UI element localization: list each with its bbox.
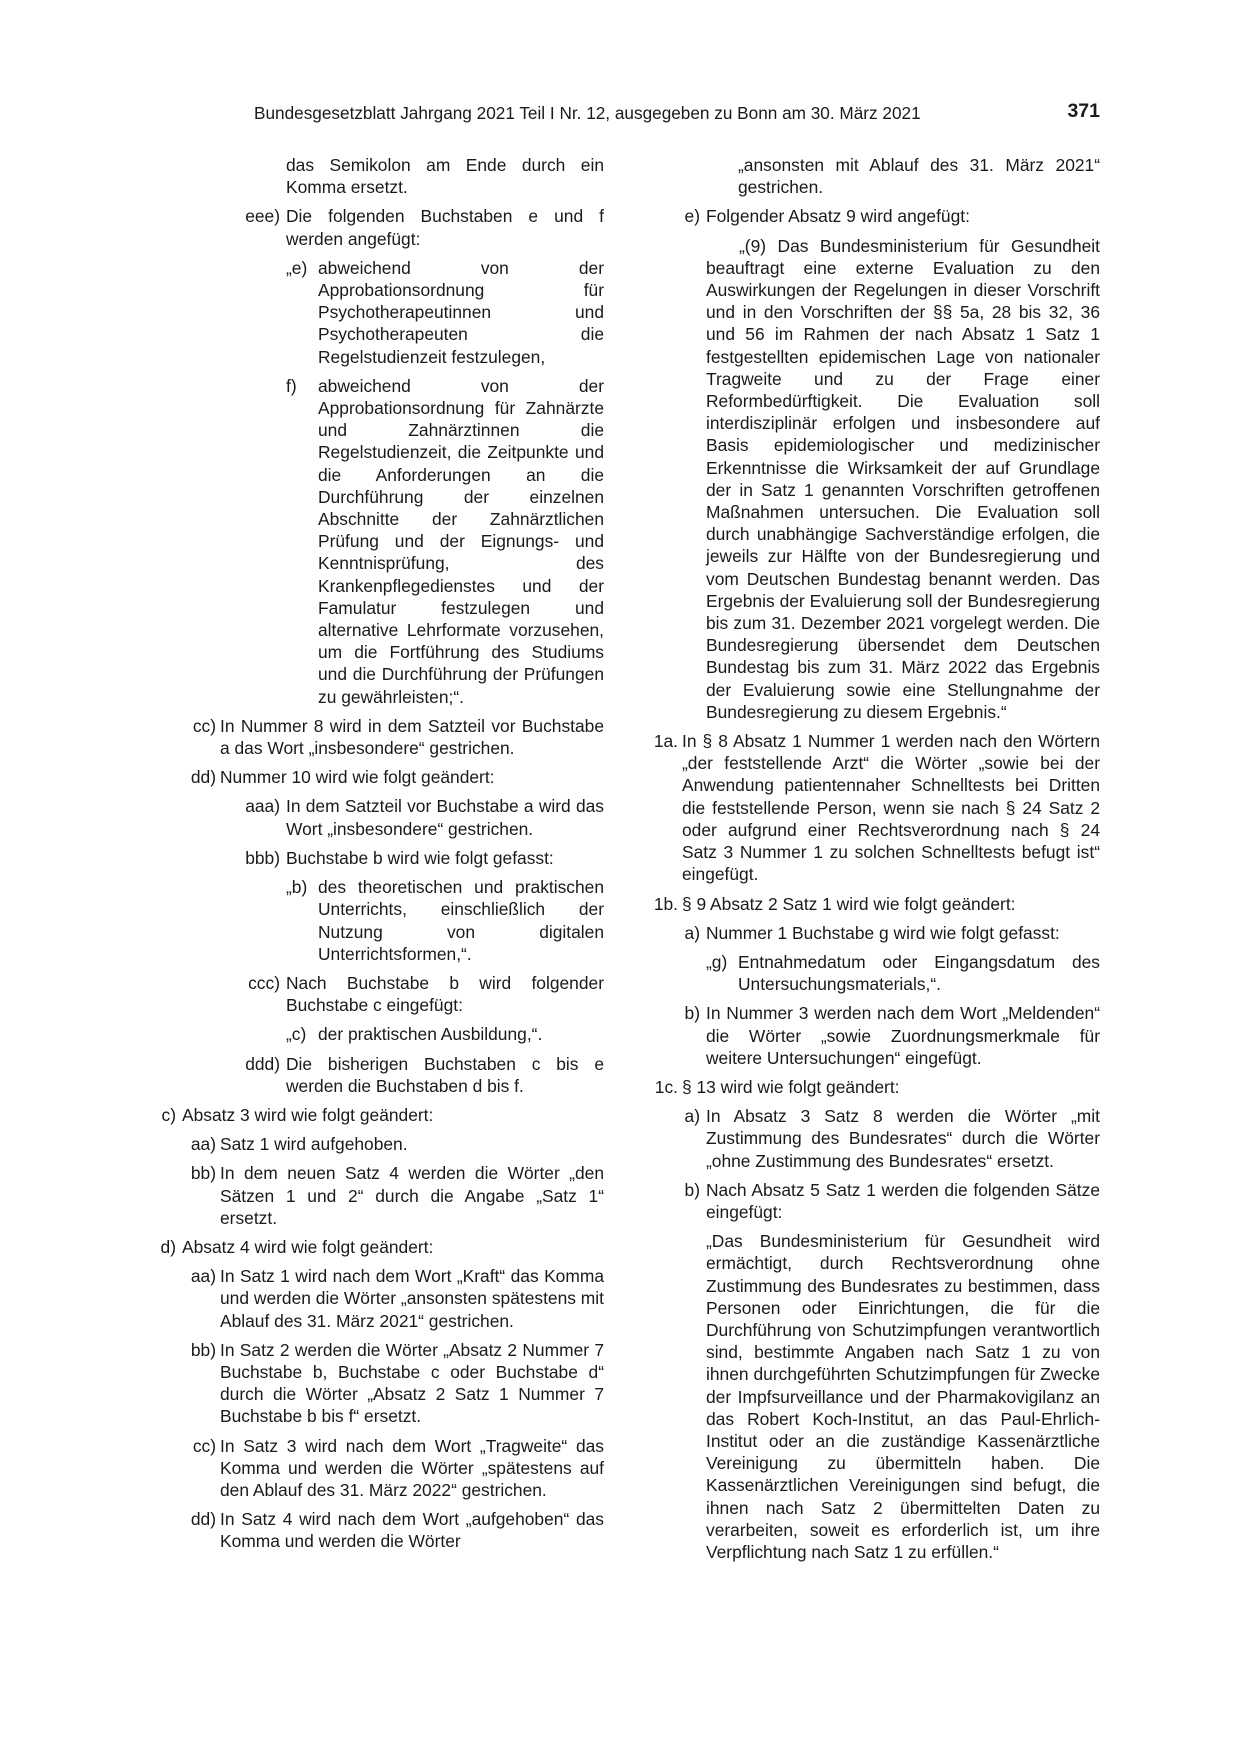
item-label: „b) bbox=[286, 877, 308, 898]
item-text: des theoretischen und praktischen Unterrichts, einschließlich der Nutzung von digitalen Unterrichtsformen,“. bbox=[318, 877, 604, 964]
item-label: bb) bbox=[190, 1163, 216, 1184]
item-label: aa) bbox=[190, 1266, 216, 1287]
item-text: Nach Buchstabe b wird folgender Buchstabe c eingefügt: bbox=[286, 972, 604, 1016]
item-text: Nach Absatz 5 Satz 1 werden die folgenden Sätze eingefügt: bbox=[706, 1179, 1100, 1222]
list-item-d-cc bbox=[144, 1435, 604, 1502]
list-item-1c-b bbox=[640, 1179, 1100, 1223]
item-label: „g) bbox=[706, 951, 728, 972]
item-label: 1b. bbox=[653, 893, 678, 914]
item-text: Die folgenden Buchstaben e und f werden angefügt: bbox=[286, 206, 604, 249]
item-text: In Satz 3 wird nach dem Wort „Tragweite“ das Komma und werden die Wörter „spätestens auf den Ablauf des 31. März 2022“ gestrichen. bbox=[220, 1435, 604, 1500]
continuation-text: „ansonsten mit Ablauf des 31. März 2021“ gestrichen. bbox=[738, 155, 1100, 198]
item-label: bbb) bbox=[245, 847, 280, 868]
item-text: Die bisherigen Buchstaben c bis e werden die Buchstaben d bis f. bbox=[286, 1053, 604, 1096]
item-text: In Satz 2 werden die Wörter „Absatz 2 Nummer 7 Buchstabe b, Buchstabe c oder Buchstabe d“ durch die Wörter „Absatz 2 Satz 1 Nummer 7 Buchstabe b bis f“ ersetzt. bbox=[220, 1339, 604, 1427]
item-text: abweichend von der Approbationsordnung für Psychotherapeutinnen und Psychotherapeuten die Regelstudienzeit festzulegen, bbox=[318, 257, 604, 367]
item-label: 1a. bbox=[653, 731, 678, 752]
list-item-eee bbox=[144, 205, 604, 249]
list-item-d-bb bbox=[144, 1339, 604, 1428]
item-label: b) bbox=[684, 1003, 700, 1024]
list-item-1b-a bbox=[640, 922, 1100, 944]
item-text: Nummer 1 Buchstabe g wird wie folgt gefasst: bbox=[706, 922, 1060, 943]
item-label: b) bbox=[684, 1179, 700, 1200]
list-item-new-g bbox=[640, 951, 1100, 995]
item-label: ccc) bbox=[248, 972, 280, 993]
absatz-9-text: „(9) Das Bundesministerium für Gesundheit beauftragt eine externe Evaluation zu den Auswirkungen der Regelungen in dieser Vorschrift und in den Vorschriften der §§ 5a, 28 bis 32, 36 und 56 im Rahmen der nach Absatz 1 Satz 1 festgestellten epidemischen Lage von nationaler Tragweite und zu der Frage einer Reformbedürftigkeit. Die Evaluation soll interdisziplinär erfolgen und insbesondere auf Basis epidemiologischer und medizinischer Erkenntnisse die Wirksamkeit der auf Grundlage der in Satz 1 genannten Vorschriften getroffenen Maßnahmen untersuchen. Die Evaluation soll durch unabhängige Sachverständige erfolgen, die jeweils zur Hälfte von der Bundesregierung und vom Deutschen Bundestag benannt werden. Das Ergebnis der Evaluierung soll der Bundesregierung bis zum 31. Dezember 2021 vorgelegt werden. Die Bundesregierung übersendet dem Deutschen Bundestag bis zum 31. März 2022 das Ergebnis der Evaluierung sowie eine Stellungnahme der Bundesregierung zu diesem Ergebnis.“ bbox=[706, 235, 1100, 722]
item-text: § 9 Absatz 2 Satz 1 wird wie folgt geändert: bbox=[682, 893, 1016, 914]
list-item-1b-b bbox=[640, 1002, 1100, 1069]
item-label: cc) bbox=[192, 715, 216, 736]
item-label: bb) bbox=[190, 1339, 216, 1360]
item-label: ddd) bbox=[245, 1053, 280, 1074]
item-text: § 13 wird wie folgt geändert: bbox=[682, 1076, 900, 1097]
list-item-ddd bbox=[144, 1053, 604, 1097]
list-item-c-bb bbox=[144, 1162, 604, 1229]
list-item-new-b bbox=[144, 876, 604, 965]
list-item-new-c bbox=[144, 1023, 604, 1045]
list-item-1c bbox=[640, 1076, 1100, 1098]
item-text: Satz 1 wird aufgehoben. bbox=[220, 1134, 408, 1155]
list-item-1a bbox=[640, 730, 1100, 885]
list-item-aaa bbox=[144, 795, 604, 839]
item-text: In Nummer 3 werden nach dem Wort „Meldenden“ die Wörter „sowie Zuordnungsmerkmale für weitere Untersuchungen“ eingefügt. bbox=[706, 1003, 1100, 1068]
item-text: In Nummer 8 wird in dem Satzteil vor Buchstabe a das Wort „insbesondere“ gestrichen. bbox=[220, 715, 604, 759]
list-item-d bbox=[144, 1236, 604, 1258]
list-item-dd bbox=[144, 766, 604, 788]
list-item-1b bbox=[640, 893, 1100, 915]
item-label: c) bbox=[161, 1104, 176, 1125]
gazette-title: Bundesgesetzblatt Jahrgang 2021 Teil I Nr. 12, ausgegeben zu Bonn am 30. März 2021 bbox=[254, 103, 921, 123]
item-label: 1c. bbox=[654, 1076, 678, 1097]
inserted-sentences-quote: „Das Bundesministerium für Gesundheit wird ermächtigt, durch Rechtsverordnung ohne Zustimmung des Bundesrates zu bestimmen, dass Personen oder Einrichtungen, die für die Durchführung von Schutzimpfungen verantwortlich sind, bestimmte Angaben nach Satz 1 zu von ihnen durchgeführten Schutzimpfungen für Zwecke der Impfsurveillance und der Pharmakovigilanz an das Robert Koch-Institut, an das Paul-Ehrlich-Institut oder an die zuständige Kassenärztliche Vereinigung zu übermitteln haben. Die Kassenärztlichen Vereinigungen sind befugt, die ihnen nach Satz 2 übermittelten Daten zu verarbeiten, soweit es erforderlich ist, um ihre Verpflichtung nach Satz 1 zu erfüllen.“ bbox=[706, 1231, 1100, 1562]
item-label: a) bbox=[684, 1106, 700, 1127]
item-label: dd) bbox=[190, 767, 216, 788]
item-text: Entnahmedatum oder Eingangsdatum des Untersuchungsmaterials,“. bbox=[738, 951, 1100, 995]
item-label: aaa) bbox=[245, 796, 280, 817]
item-text: In dem neuen Satz 4 werden die Wörter „den Sätzen 1 und 2“ durch die Angabe „Satz 1“ ersetzt. bbox=[220, 1163, 604, 1228]
item-label: aa) bbox=[190, 1134, 216, 1155]
item-text: In Satz 4 wird nach dem Wort „aufgehoben“ das Komma und werden die Wörter bbox=[220, 1509, 604, 1552]
item-text: Absatz 3 wird wie folgt geändert: bbox=[182, 1104, 434, 1125]
page-number: 371 bbox=[1067, 100, 1100, 122]
list-item-d-aa bbox=[144, 1265, 604, 1332]
item-text: abweichend von der Approbationsordnung für Zahnärzte und Zahnärztinnen die Regelstudienzeit, die Zeitpunkte und die Anforderungen an die Durchführung der einzelnen Abschnitte der Zahnärztlichen Prüfung und der Eignungs- und Kenntnisprüfung, des Krankenpflegedienstes und der Famulatur festzulegen und alternative Lehrformate vorzusehen, um die Fortführung des Studiums und die Durchführung der Prüfungen zu gewährleisten;“. bbox=[318, 375, 604, 707]
item-text: Nummer 10 wird wie folgt geändert: bbox=[220, 767, 495, 788]
item-label: „e) bbox=[286, 257, 308, 278]
page-header bbox=[254, 100, 1100, 130]
list-item-e bbox=[640, 205, 1100, 227]
item-label: eee) bbox=[245, 206, 280, 227]
item-text: In Satz 1 wird nach dem Wort „Kraft“ das Komma und werden die Wörter „ansonsten spätestens mit Ablauf des 31. März 2021“ gestrichen. bbox=[220, 1266, 604, 1331]
item-label: „c) bbox=[286, 1024, 307, 1045]
list-item-d-dd bbox=[144, 1508, 604, 1552]
item-label: cc) bbox=[192, 1435, 216, 1456]
item-text: Absatz 4 wird wie folgt geändert: bbox=[182, 1236, 434, 1257]
item-label: e) bbox=[684, 206, 700, 227]
item-label: f) bbox=[286, 375, 297, 396]
item-label: a) bbox=[684, 922, 700, 943]
right-column bbox=[640, 154, 1100, 1570]
item-text: In Absatz 3 Satz 8 werden die Wörter „mit Zustimmung des Bundesrates“ durch die Wörter „ohne Zustimmung des Bundesrates“ ersetzt. bbox=[706, 1106, 1100, 1171]
list-item-bbb bbox=[144, 847, 604, 869]
list-item-new-f bbox=[144, 375, 604, 708]
continuation-text: das Semikolon am Ende durch ein Komma ersetzt. bbox=[286, 155, 604, 198]
item-label: d) bbox=[160, 1236, 176, 1257]
list-item-1c-a bbox=[640, 1105, 1100, 1172]
item-text: Buchstabe b wird wie folgt gefasst: bbox=[286, 847, 554, 868]
left-column bbox=[144, 154, 604, 1553]
list-item-new-e bbox=[144, 257, 604, 368]
item-label: dd) bbox=[190, 1509, 216, 1530]
list-item-cc bbox=[144, 715, 604, 759]
item-text: In dem Satzteil vor Buchstabe a wird das Wort „insbesondere“ gestrichen. bbox=[286, 796, 604, 839]
list-item-c-aa bbox=[144, 1133, 604, 1155]
list-item-c bbox=[144, 1104, 604, 1126]
item-text: In § 8 Absatz 1 Nummer 1 werden nach den Wörtern „der feststellende Arzt“ die Wörter „sowie bei der Anwendung patientennaher Schnelltests bei Dritten die feststellende Person, wenn sie nach § 24 Satz 2 oder aufgrund einer Rechtsverordnung nach § 24 Satz 3 Nummer 1 zu solchen Schnelltests befugt ist“ eingefügt. bbox=[682, 731, 1100, 885]
item-text: der praktischen Ausbildung,“. bbox=[318, 1024, 543, 1045]
list-item-ccc bbox=[144, 972, 604, 1016]
item-text: Folgender Absatz 9 wird angefügt: bbox=[706, 206, 970, 227]
